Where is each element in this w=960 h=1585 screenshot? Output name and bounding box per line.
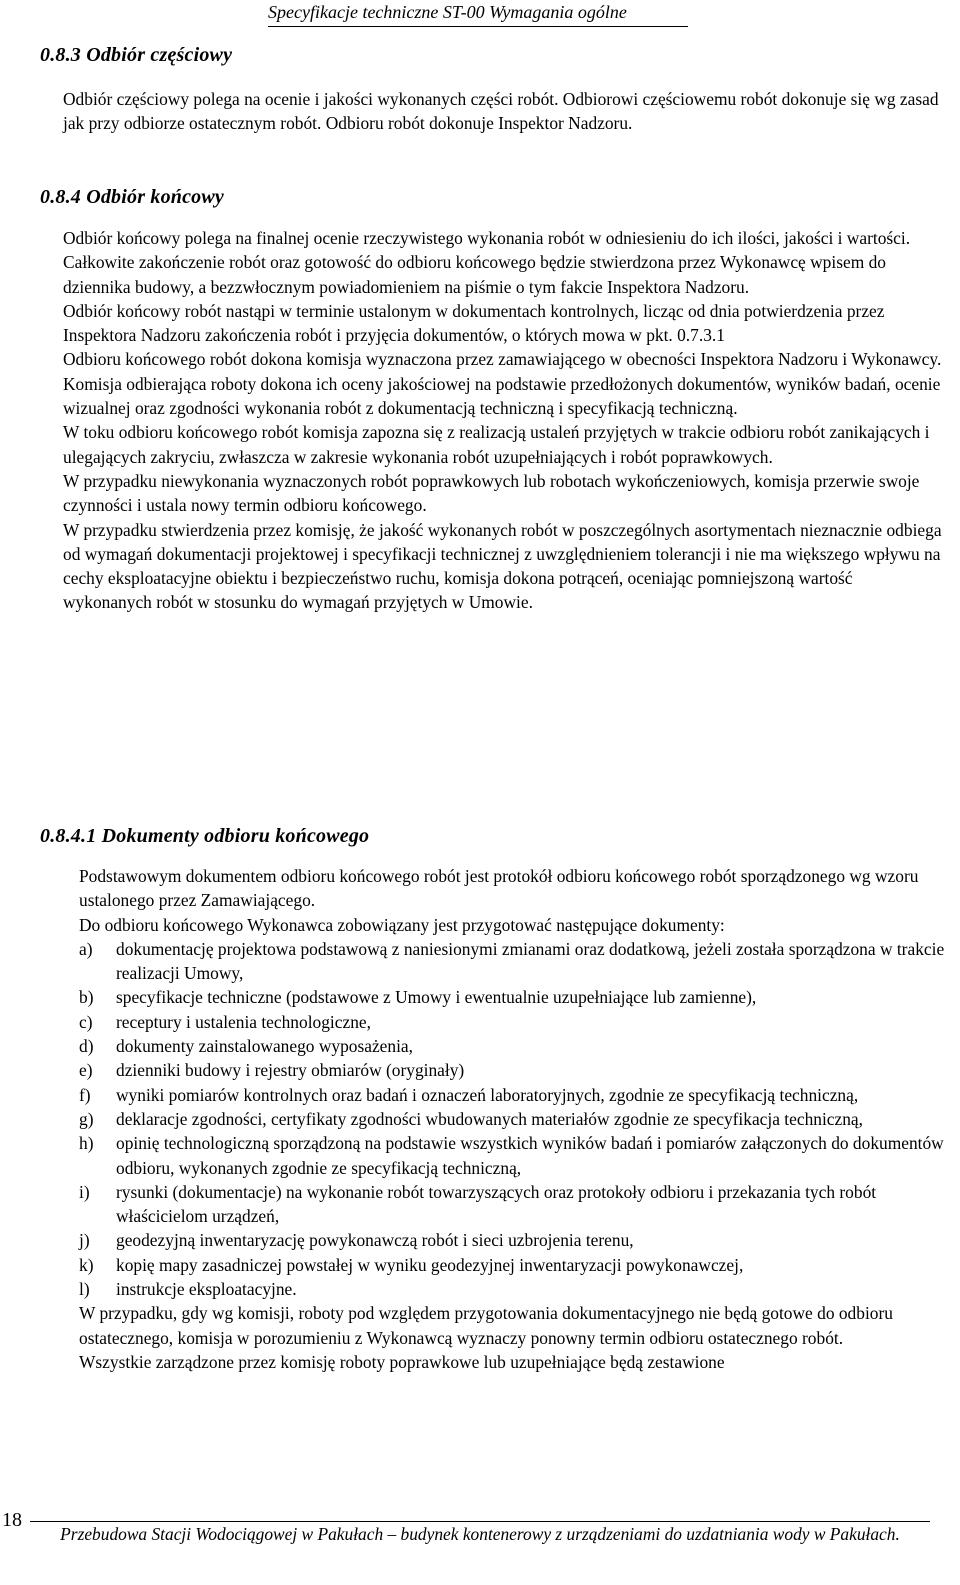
list-item-label: j) (79, 1230, 90, 1251)
paragraph: W przypadku niewykonania wyznaczonych robót poprawkowych lub robotach wykończeniowych, komisja przerwie swoje czynności i ustala nowy termin odbioru końcowego. (63, 470, 920, 516)
list-item-label: b) (79, 987, 94, 1008)
list-item-text: geodezyjną inwentaryzację powykonawczą robót i sieci uzbrojenia terenu, (116, 1230, 634, 1251)
section-0-8-3-body (63, 87, 943, 136)
list-item (79, 1131, 945, 1180)
paragraph: Całkowite zakończenie robót oraz gotowość do odbioru końcowego będzie stwierdzona przez Wykonawcę wpisem do dziennika budowy, a bezzwłocznym powiadomieniem na piśmie o tym fakcie Inspektora Nadzoru. (63, 252, 886, 297)
list-item (79, 1180, 945, 1229)
list-item (79, 1083, 945, 1107)
list-item-label: a) (79, 938, 93, 959)
list-item-text: instrukcje eksploatacyjne. (116, 1279, 297, 1300)
list-item (79, 1277, 945, 1301)
list-item-text: deklaracje zgodności, certyfikaty zgodności wbudowanych materiałów zgodnie ze specyfikacja techniczną, (116, 1108, 863, 1129)
list-item-label: g) (79, 1108, 94, 1129)
list-item (79, 1107, 945, 1131)
list-item-text: specyfikacje techniczne (podstawowe z Umowy i ewentualnie uzupełniające lub zamienne), (116, 987, 757, 1008)
list-item-label: k) (79, 1254, 94, 1275)
paragraph: W przypadku, gdy wg komisji, roboty pod względem przygotowania dokumentacyjnego nie będą gotowe do odbioru ostatecznego, komisja w porozumieniu z Wykonawcą wyznaczy ponowny termin odbioru ostatecznego robót. (79, 1303, 893, 1348)
list-item-text: receptury i ustalenia technologiczne, (116, 1011, 371, 1032)
list-item (79, 937, 945, 986)
paragraph: Do odbioru końcowego Wykonawca zobowiązany jest przygotować następujące dokumenty: (79, 914, 725, 935)
section-0-8-4-body (63, 226, 943, 615)
section-0-8-4-1-body (79, 864, 945, 1374)
heading-0-8-4-1: 0.8.4.1 Dokumenty odbioru końcowego (40, 825, 370, 847)
list-item-text: rysunki (dokumentacje) na wykonanie robót towarzyszących oraz protokoły odbioru i przekazania tych robót właścicielom urządzeń, (116, 1181, 877, 1227)
list-item-text: dokumentację projektowa podstawową z naniesionymi zmianami oraz dodatkową, jeżeli została sporządzona w trakcie realizacji Umowy, (116, 938, 945, 984)
paragraph: Wszystkie zarządzone przez komisję roboty poprawkowe lub uzupełniające będą zestawione (79, 1351, 725, 1372)
paragraph: Odbiór końcowy robót nastąpi w terminie ustalonym w dokumentach kontrolnych, licząc od dnia potwierdzenia przez Inspektora Nadzoru zakończenia robót i przyjęcia dokumentów, o których mowa w pkt. 0.7.3.1 (63, 300, 885, 346)
list-item-label: d) (79, 1036, 94, 1057)
paragraph: Podstawowym dokumentem odbioru końcowego robót jest protokół odbioru końcowego robót sporządzonego wg wzoru ustalonego przez Zamawiającego. (79, 866, 919, 911)
paragraph: Odbioru końcowego robót dokona komisja wyznaczona przez zamawiającego w obecności Inspektora Nadzoru i Wykonawcy. Komisja odbierająca roboty dokona ich oceny jakościowej na podstawie przedłożonych dokumentów, wyników badań, ocenie wizualnej oraz zgodności wykonania robót z dokumentacją techniczną i specyfikacją techniczną. (63, 349, 942, 419)
list-item (79, 985, 945, 1009)
list-item-text: dzienniki budowy i rejestry obmiarów (oryginały) (116, 1060, 465, 1081)
paragraph: Odbiór końcowy polega na finalnej ocenie rzeczywistego wykonania robót w odniesieniu do ich ilości, jakości i wartości. (63, 228, 911, 248)
paragraph: W przypadku stwierdzenia przez komisję, że jakość wykonanych robót w poszczególnych asortymentach nieznacznie odbiega od wymagań dokumentacji projektowej i specyfikacji technicznej z uwzględnieniem tolerancji i nie ma większego wpływu na cechy eksploatacyjne obiektu i bezpieczeństwo ruchu, komisja dokona potrąceń, oceniając pomniejszoną wartość wykonanych robót w stosunku do wymagań przyjętych w Umowie. (63, 519, 942, 613)
documents-list (79, 937, 945, 1301)
list-item (79, 1010, 945, 1034)
header-title: Specyfikacje techniczne ST-00 Wymagania ogólne (268, 2, 627, 22)
paragraph: Odbiór częściowy polega na ocenie i jakości wykonanych części robót. Odbiorowi częściowemu robót dokonuje się wg zasad jak przy odbiorze ostatecznym robót. Odbioru robót dokonuje Inspektor Nadzoru. (63, 89, 939, 134)
footer-text: Przebudowa Stacji Wodociągowej w Pakułach – budynek kontenerowy z urządzeniami do uzdatniania wody w Pakułach. (60, 1524, 900, 1544)
page-header (268, 0, 688, 27)
list-item (79, 1058, 945, 1082)
list-item (79, 1228, 945, 1252)
list-item-label: l) (79, 1279, 90, 1300)
list-item-label: c) (79, 1011, 93, 1032)
heading-0-8-3: 0.8.3 Odbiór częściowy (40, 44, 233, 66)
list-item-text: wyniki pomiarów kontrolnych oraz badań i oznaczeń laboratoryjnych, zgodnie ze specyfikacją techniczną, (116, 1084, 859, 1105)
list-item-label: h) (79, 1133, 94, 1154)
list-item (79, 1253, 945, 1277)
list-item-text: opinię technologiczną sporządzoną na podstawie wszystkich wyników badań i pomiarów załączonych do dokumentów odbioru, wykonanych zgodnie ze specyfikacją techniczną, (116, 1133, 944, 1178)
list-item (79, 1034, 945, 1058)
list-item-label: f) (79, 1084, 91, 1105)
list-item-label: e) (79, 1060, 93, 1081)
list-item-text: dokumenty zainstalowanego wyposażenia, (116, 1036, 413, 1057)
paragraph: W toku odbioru końcowego robót komisja zapozna się z realizacją ustaleń przyjętych w trakcie odbioru robót zanikających i ulegających zakryciu, zwłaszcza w zakresie wykonania robót uzupełniających i robót poprawkowych. (63, 422, 930, 467)
page-number: 18 (2, 1509, 22, 1531)
list-item-text: kopię mapy zasadniczej powstałej w wyniku geodezyjnej inwentaryzacji powykonawczej, (116, 1254, 744, 1275)
list-item-label: i) (79, 1181, 90, 1202)
page-footer (30, 1521, 930, 1546)
heading-0-8-4: 0.8.4 Odbiór końcowy (40, 186, 224, 208)
